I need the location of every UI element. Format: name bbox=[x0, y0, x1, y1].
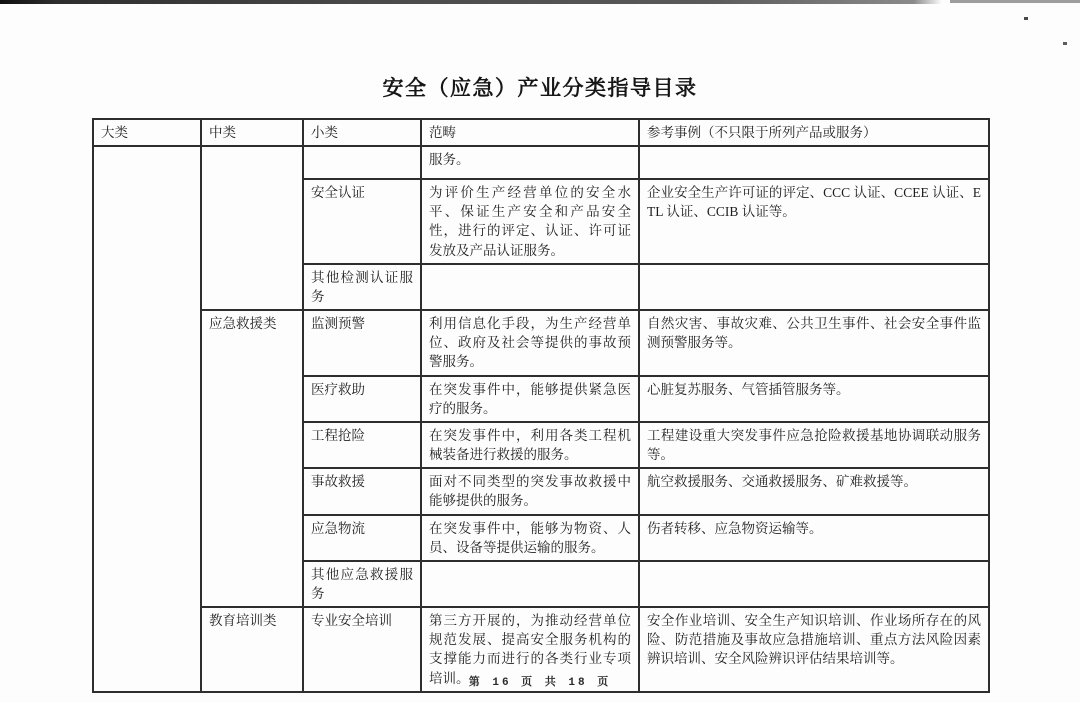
scan-artifact-top-line bbox=[0, 0, 942, 4]
header-major-category: 大类 bbox=[93, 119, 201, 146]
cell-examples: 心脏复苏服务、气管插管服务等。 bbox=[639, 376, 989, 422]
cell-minor-category: 其他应急救援服务 bbox=[303, 561, 421, 607]
cell-major-category bbox=[93, 146, 201, 692]
header-minor-category: 小类 bbox=[303, 119, 421, 146]
table-header-row bbox=[93, 119, 989, 146]
header-examples: 参考事例（不只限于所列产品或服务） bbox=[639, 119, 989, 146]
cell-minor-category: 应急物流 bbox=[303, 515, 421, 561]
cell-scope: 面对不同类型的突发事故救援中能够提供的服务。 bbox=[421, 468, 639, 514]
cell-minor-category bbox=[303, 146, 421, 179]
cell-examples: 航空救援服务、交通救援服务、矿难救援等。 bbox=[639, 468, 989, 514]
header-middle-category: 中类 bbox=[201, 119, 303, 146]
table-row bbox=[93, 310, 989, 375]
cell-scope bbox=[421, 561, 639, 607]
cell-examples: 伤者转移、应急物资运输等。 bbox=[639, 515, 989, 561]
cell-examples bbox=[639, 561, 989, 607]
page-number: 第 16 页 共 18 页 bbox=[468, 677, 612, 689]
cell-scope: 利用信息化手段，为生产经营单位、政府及社会等提供的事故预警服务。 bbox=[421, 310, 639, 375]
cell-scope bbox=[421, 264, 639, 310]
scan-artifact-top-line-right bbox=[950, 0, 1080, 3]
cell-minor-category: 工程抢险 bbox=[303, 422, 421, 468]
table-row bbox=[93, 146, 989, 179]
cell-minor-category: 监测预警 bbox=[303, 310, 421, 375]
cell-examples: 自然灾害、事故灾难、公共卫生事件、社会安全事件监测预警服务等。 bbox=[639, 310, 989, 375]
cell-examples bbox=[639, 146, 989, 179]
classification-catalog-table bbox=[92, 118, 990, 693]
cell-minor-category: 其他检测认证服务 bbox=[303, 264, 421, 310]
cell-examples: 安全作业培训、安全生产知识培训、作业场所存在的风险、防范措施及事故应急措施培训、重点方法风险因素辨识培训、安全风险辨识评估结果培训等。 bbox=[639, 607, 989, 692]
cell-minor-category: 安全认证 bbox=[303, 179, 421, 264]
header-scope: 范畴 bbox=[421, 119, 639, 146]
cell-scope: 第三方开展的，为推动经营单位规范发展、提高安全服务机构的支撑能力而进行的各类行业专项培训。 bbox=[421, 607, 639, 692]
cell-scope: 在突发事件中，能够提供紧急医疗的服务。 bbox=[421, 376, 639, 422]
cell-scope: 在突发事件中，能够为物资、人员、设备等提供运输的服务。 bbox=[421, 515, 639, 561]
cell-scope: 服务。 bbox=[421, 146, 639, 179]
cell-minor-category: 专业安全培训 bbox=[303, 607, 421, 692]
cell-minor-category: 医疗救助 bbox=[303, 376, 421, 422]
cell-minor-category: 事故救援 bbox=[303, 468, 421, 514]
cell-scope: 为评价生产经营单位的安全水平、保证生产安全和产品安全性，进行的评定、认证、许可证发放及产品认证服务。 bbox=[421, 179, 639, 264]
cell-examples: 企业安全生产许可证的评定、CCC 认证、CCEE 认证、ETL 认证、CCIB 认证等。 bbox=[639, 179, 989, 264]
scan-artifact-specks bbox=[1024, 17, 1028, 20]
cell-middle-category: 应急救援类 bbox=[201, 310, 303, 607]
cell-middle-category: 教育培训类 bbox=[201, 607, 303, 692]
cell-middle-category bbox=[201, 146, 303, 310]
cell-examples bbox=[639, 264, 989, 310]
page-title: 安全（应急）产业分类指导目录 bbox=[382, 76, 698, 100]
cell-scope: 在突发事件中，利用各类工程机械装备进行救援的服务。 bbox=[421, 422, 639, 468]
cell-examples: 工程建设重大突发事件应急抢险救援基地协调联动服务等。 bbox=[639, 422, 989, 468]
